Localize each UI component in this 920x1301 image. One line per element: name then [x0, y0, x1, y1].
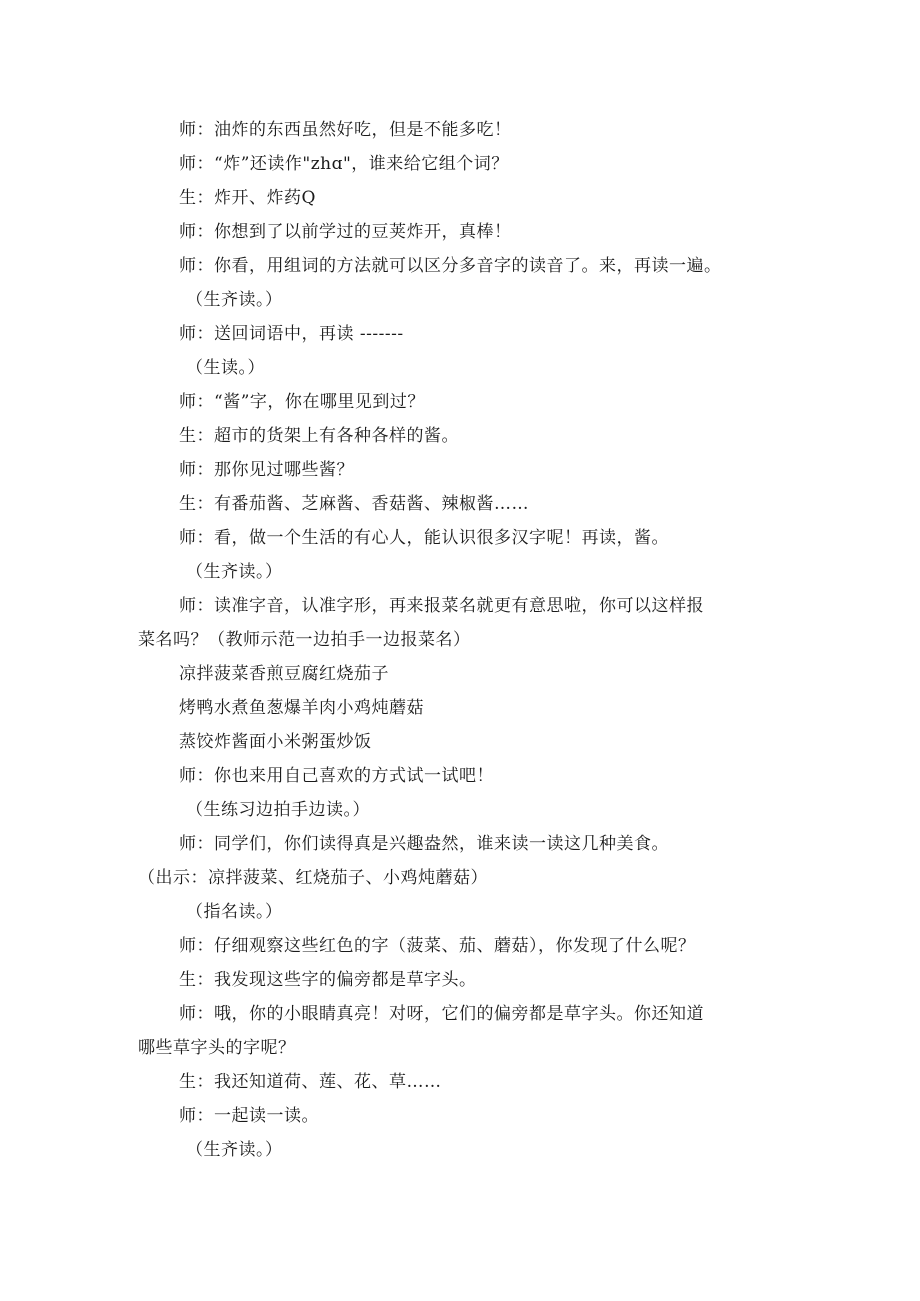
- text-line: 师：你看，用组词的方法就可以区分多音字的读音了。来，再读一遍。: [179, 256, 722, 276]
- text-line: 凉拌菠菜香煎豆腐红烧茄子: [179, 664, 389, 684]
- text-line: 烤鸭水煮鱼葱爆羊肉小鸡炖蘑菇: [179, 698, 424, 718]
- text-line: 生：炸开、炸药Q: [179, 188, 316, 208]
- text-line: 师：看，做一个生活的有心人，能认识很多汉字呢！再读，酱。: [179, 528, 669, 548]
- text-line: 师：“炸”还读作"zhɑ"，谁来给它组个词？: [179, 154, 509, 174]
- text-line: 师：送回词语中，再读 -------: [179, 324, 404, 344]
- text-line: 师：那你见过哪些酱？: [179, 460, 354, 480]
- text-line: （生齐读。）: [186, 1140, 283, 1160]
- text-line: 生：超市的货架上有各种各样的酱。: [179, 426, 459, 446]
- text-line: （生读。）: [186, 358, 265, 378]
- text-line: （指名读。）: [186, 902, 283, 922]
- text-line: 师：你也来用自己喜欢的方式试一试吧！: [179, 766, 494, 786]
- text-line: 生：我还知道荷、莲、花、草……: [179, 1072, 442, 1092]
- text-line: 蒸饺炸酱面小米粥蛋炒饭: [179, 732, 372, 752]
- text-line: 哪些草字头的字呢？: [138, 1038, 296, 1058]
- document-body: [138, 113, 798, 1167]
- text-line: （生齐读。）: [186, 562, 283, 582]
- text-line: 师：读准字音，认准字形，再来报菜名就更有意思啦，你可以这样报: [179, 596, 704, 616]
- text-line: （生练习边拍手边读。）: [186, 800, 370, 820]
- text-line: 师：你想到了以前学过的豆荚炸开，真棒！: [179, 222, 512, 242]
- text-line: 师：仔细观察这些红色的字（菠菜、茄、蘑菇），你发现了什么呢？: [179, 936, 696, 956]
- text-line: 师：油炸的东西虽然好吃，但是不能多吃！: [179, 120, 512, 140]
- text-line: 师：同学们，你们读得真是兴趣盎然，谁来读一读这几种美食。: [179, 834, 669, 854]
- text-line: 师：哦，你的小眼睛真亮！对呀，它们的偏旁都是草字头。你还知道: [179, 1004, 704, 1024]
- text-line: （出示：凉拌菠菜、红烧茄子、小鸡炖蘑菇）: [138, 868, 488, 888]
- text-line: 生：有番茄酱、芝麻酱、香菇酱、辣椒酱……: [179, 494, 529, 514]
- text-line: （生齐读。）: [186, 290, 283, 310]
- text-line: 师：“酱”字，你在哪里见到过？: [179, 392, 425, 412]
- text-line: 生：我发现这些字的偏旁都是草字头。: [179, 970, 477, 990]
- text-line: 师：一起读一读。: [179, 1106, 319, 1126]
- text-line: 菜名吗？（教师示范一边拍手一边报菜名）: [138, 630, 471, 650]
